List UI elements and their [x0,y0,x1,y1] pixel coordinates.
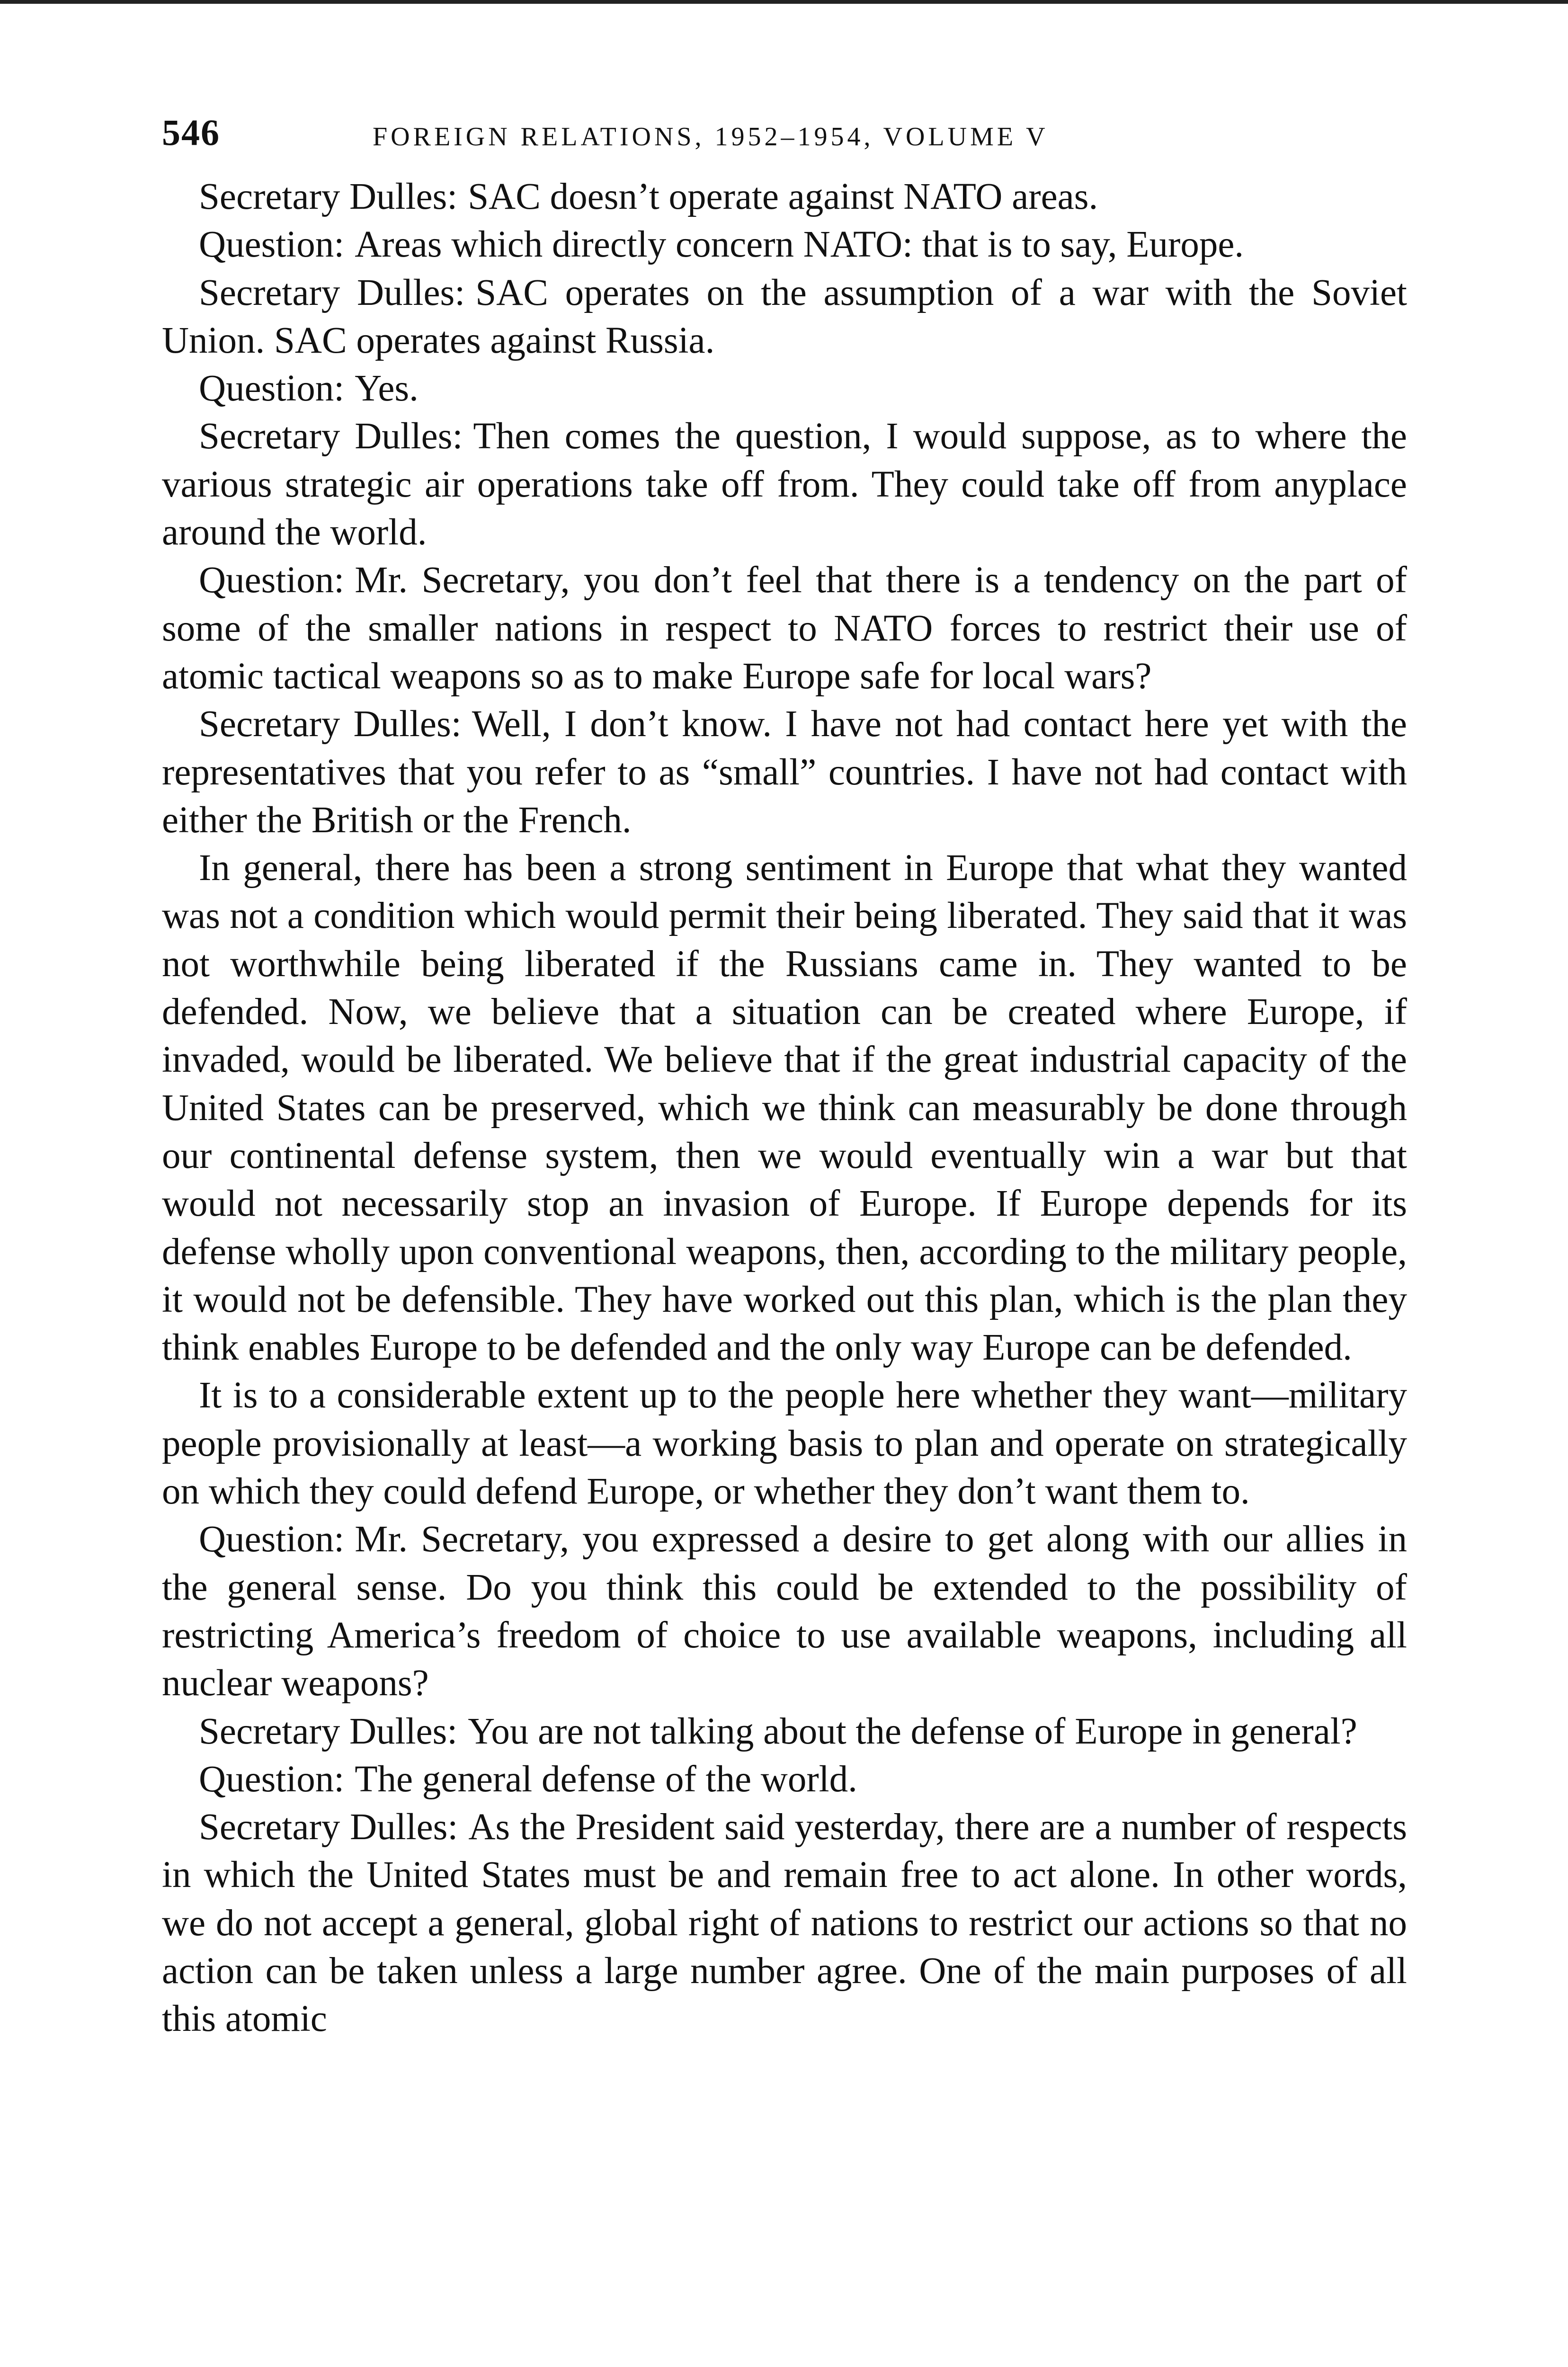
paragraph [162,269,1407,365]
paragraph [162,1803,1407,2043]
paragraph [162,412,1407,556]
speaker-label: Secretary Dulles: [199,272,465,313]
paragraph [162,221,1407,268]
speaker-label: Secretary Dulles: [199,703,462,745]
paragraph-text: You are not talking about the defense of Europe in general? [468,1710,1357,1752]
speaker-label: Question: [199,368,345,409]
paragraph [162,1755,1407,1803]
document-body [162,173,1407,2043]
document-page [162,107,1407,2043]
paragraph-text: It is to a considerable extent up to the people here whether they want—military people provisionally at least—a working basis to plan and operate on strategically on which they could defend Europe, or whether they don’t want them to. [162,1375,1407,1513]
speaker-label: Secretary Dulles: [199,416,463,457]
paragraph [162,1708,1407,1755]
paragraph-text: Mr. Secretary, you expressed a desire to get along with our allies in the general sense. Do you think this could be extended to the possibility of restricting America’s freedom of choice to use available weapons, including all nuclear weapons? [162,1519,1407,1704]
paragraph [162,1515,1407,1707]
paragraph-text: Mr. Secretary, you don’t feel that there is a tendency on the part of some of the smaller nations in respect to NATO forces to restrict their use of atomic tactical weapons so as to make Europe safe for local wars? [162,560,1407,697]
speaker-label: Question: [199,224,345,266]
paragraph-text: SAC doesn’t operate against NATO areas. [468,176,1098,217]
paragraph-text: Well, I don’t know. I have not had contact here yet with the representatives that you refer to as “small” countries. I have not had contact with either the British or the French. [162,703,1407,841]
paragraph-text: In general, there has been a strong sentiment in Europe that what they wanted was not a condition which would permit their being liberated. They said that it was not worthwhile being liberated if the Russians came in. They wanted to be defended. Now, we believe that a situation can be created where Europe, if invaded, would be liberated. We believe that if the great industrial capacity of the United States can be preserved, which we think can measurably be done through our continental defense system, then we would eventually win a war but that would not necessarily stop an invasion of Europe. If Europe depends for its defense wholly upon conventional weapons, then, according to the military people, it would not be defensible. They have worked out this plan, which is the plan they think enables Europe to be defended and the only way Europe can be defended. [162,847,1407,1369]
paragraph-text: SAC operates on the assumption of a war with the Soviet Union. SAC operates against Russia. [162,272,1407,361]
paragraph [162,556,1407,700]
paragraph [162,700,1407,844]
speaker-label: Question: [199,1758,345,1800]
paragraph [162,173,1407,221]
top-border-rule [0,0,1568,4]
speaker-label: Secretary Dulles: [199,1710,458,1752]
running-header [162,107,1407,173]
paragraph-text: The general defense of the world. [355,1758,857,1800]
paragraph-text: Areas which directly concern NATO: that is to say, Europe. [355,224,1244,266]
paragraph-text: Yes. [355,368,419,409]
speaker-label: Question: [199,1519,345,1560]
paragraph [162,844,1407,1371]
running-title: FOREIGN RELATIONS, 1952–1954, VOLUME V [373,122,1049,151]
page-number: 546 [162,112,220,153]
speaker-label: Secretary Dulles: [199,1806,458,1848]
paragraph [162,1371,1407,1515]
speaker-label: Question: [199,560,345,601]
paragraph-text: Then comes the question, I would suppose, as to where the various strategic air operations take off from. They could take off from anyplace around the world. [162,416,1407,553]
paragraph [162,365,1407,412]
paragraph-text: As the President said yesterday, there are a number of respects in which the United States must be and remain free to act alone. In other words, we do not accept a general, global right of nations to restrict our actions so that no action can be taken unless a large number agree. One of the main purposes of all this atomic [162,1806,1407,2040]
speaker-label: Secretary Dulles: [199,176,458,217]
